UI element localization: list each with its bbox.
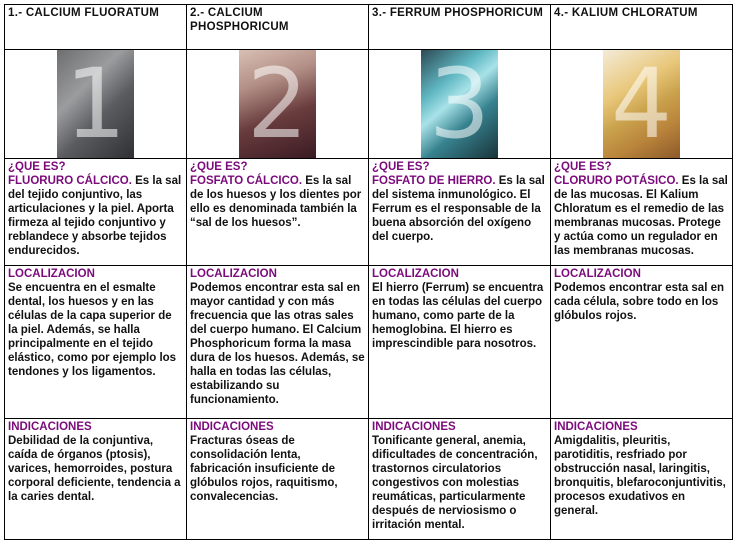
que-es-cell — [187, 159, 369, 266]
indicaciones-label: INDICACIONES — [372, 421, 456, 433]
localizacion-row — [5, 266, 733, 419]
que-es-row — [5, 159, 733, 266]
que-es-lead: CLORURO POTÁSICO. — [554, 175, 679, 187]
indicaciones-label: INDICACIONES — [8, 421, 92, 433]
que-es-text: Es la sal de los huesos y los dientes por ello es denominada también la “sal de los huesos”. — [190, 175, 362, 229]
localizacion-label: LOCALIZACION — [372, 268, 459, 280]
indicaciones-text: Tonificante general, anemia, dificultades de concentración, trastornos circulatorios congestivos con molestias reumáticas, particularmente después de nerviosismo o irritación mental. — [372, 435, 538, 531]
indicaciones-text: Fracturas óseas de consolidación lenta, fabricación insuficiente de glóbulos rojos, raquitismo, convalecencias. — [190, 435, 338, 503]
indicaciones-cell — [551, 419, 733, 540]
image-cell — [551, 50, 733, 159]
localizacion-label: LOCALIZACION — [8, 268, 95, 280]
image-number: 2 — [246, 50, 309, 158]
que-es-lead: FLUORURO CÁLCICO. — [8, 175, 132, 187]
localizacion-cell — [551, 266, 733, 419]
localizacion-text: Podemos encontrar esta sal en mayor cantidad y con más frecuencia que las otras sales del cuerpo humano. El Calcium Phosphoricum forma la masa dura de los huesos. Además, se halla en todas las células, estabilizando su funcionamiento. — [190, 282, 365, 406]
image-row — [5, 50, 733, 159]
image-number: 1 — [64, 50, 127, 158]
image-cell — [187, 50, 369, 159]
column-title: 4.- KALIUM CHLORATUM — [551, 5, 733, 50]
que-es-cell — [551, 159, 733, 266]
indicaciones-cell — [5, 419, 187, 540]
indicaciones-text: Debilidad de la conjuntiva, caída de órganos (ptosis), varices, hemorroides, postura corporal deficiente, tendencia a la caries dental. — [8, 435, 181, 503]
que-es-label: ¿QUE ES? — [554, 161, 612, 173]
salt-image-ferrum-phosphoricum — [369, 50, 550, 158]
column-title: 3.- FERRUM PHOSPHORICUM — [369, 5, 551, 50]
que-es-cell — [369, 159, 551, 266]
que-es-text: Es la sal de las mucosas. El Kalium Chloratum es el remedio de las membranas mucosas. Protege y actúa como un regulador en las membranas mucosas. — [554, 175, 728, 257]
localizacion-text: Se encuentra en el esmalte dental, los huesos y en las células de la capa superior de la piel. Además, se halla principalmente en el tejido elástico, como por ejemplo los tendones y los ligamentos. — [8, 282, 177, 378]
indicaciones-row — [5, 419, 733, 540]
que-es-label: ¿QUE ES? — [372, 161, 430, 173]
indicaciones-text: Amigdalitis, pleuritis, parotiditis, resfriado por obstrucción nasal, laringitis, bronquitis, blefaroconjuntivitis, procesos exudativos en general. — [554, 435, 726, 517]
column-title: 1.- CALCIUM FLUORATUM — [5, 5, 187, 50]
localizacion-text: Podemos encontrar esta sal en cada célula, sobre todo en los glóbulos rojos. — [554, 282, 725, 322]
que-es-text: Es la sal del tejido conjuntivo, las articulaciones y la piel. Aporta firmeza al tejido conjuntivo y reblandece y absorbe tejidos endurecidos. — [8, 175, 182, 257]
localizacion-cell — [369, 266, 551, 419]
image-number: 3 — [428, 50, 491, 158]
column-title: 2.- CALCIUM PHOSPHORICUM — [187, 5, 369, 50]
salt-image-calcium-fluoratum — [5, 50, 186, 158]
salt-image-calcium-phosphoricum — [187, 50, 368, 158]
que-es-cell — [5, 159, 187, 266]
localizacion-cell — [5, 266, 187, 419]
salts-table — [4, 4, 733, 540]
localizacion-cell — [187, 266, 369, 419]
localizacion-text: El hierro (Ferrum) se encuentra en todas las células del cuerpo humano, como parte de la hemoglobina. El hierro es imprescindible para nosotros. — [372, 282, 544, 350]
que-es-lead: FOSFATO CÁLCICO. — [190, 175, 303, 187]
que-es-label: ¿QUE ES? — [8, 161, 66, 173]
image-cell — [5, 50, 187, 159]
que-es-label: ¿QUE ES? — [190, 161, 248, 173]
que-es-text: Es la sal del sistema inmunológico. El Ferrum es el responsable de la buena absorción del oxígeno del cuerpo. — [372, 175, 545, 243]
indicaciones-label: INDICACIONES — [554, 421, 638, 433]
indicaciones-cell — [369, 419, 551, 540]
indicaciones-cell — [187, 419, 369, 540]
salt-image-kalium-chloratum — [551, 50, 732, 158]
title-row — [5, 5, 733, 50]
localizacion-label: LOCALIZACION — [554, 268, 641, 280]
que-es-lead: FOSFATO DE HIERRO. — [372, 175, 496, 187]
image-cell — [369, 50, 551, 159]
image-number: 4 — [610, 50, 673, 158]
indicaciones-label: INDICACIONES — [190, 421, 274, 433]
localizacion-label: LOCALIZACION — [190, 268, 277, 280]
